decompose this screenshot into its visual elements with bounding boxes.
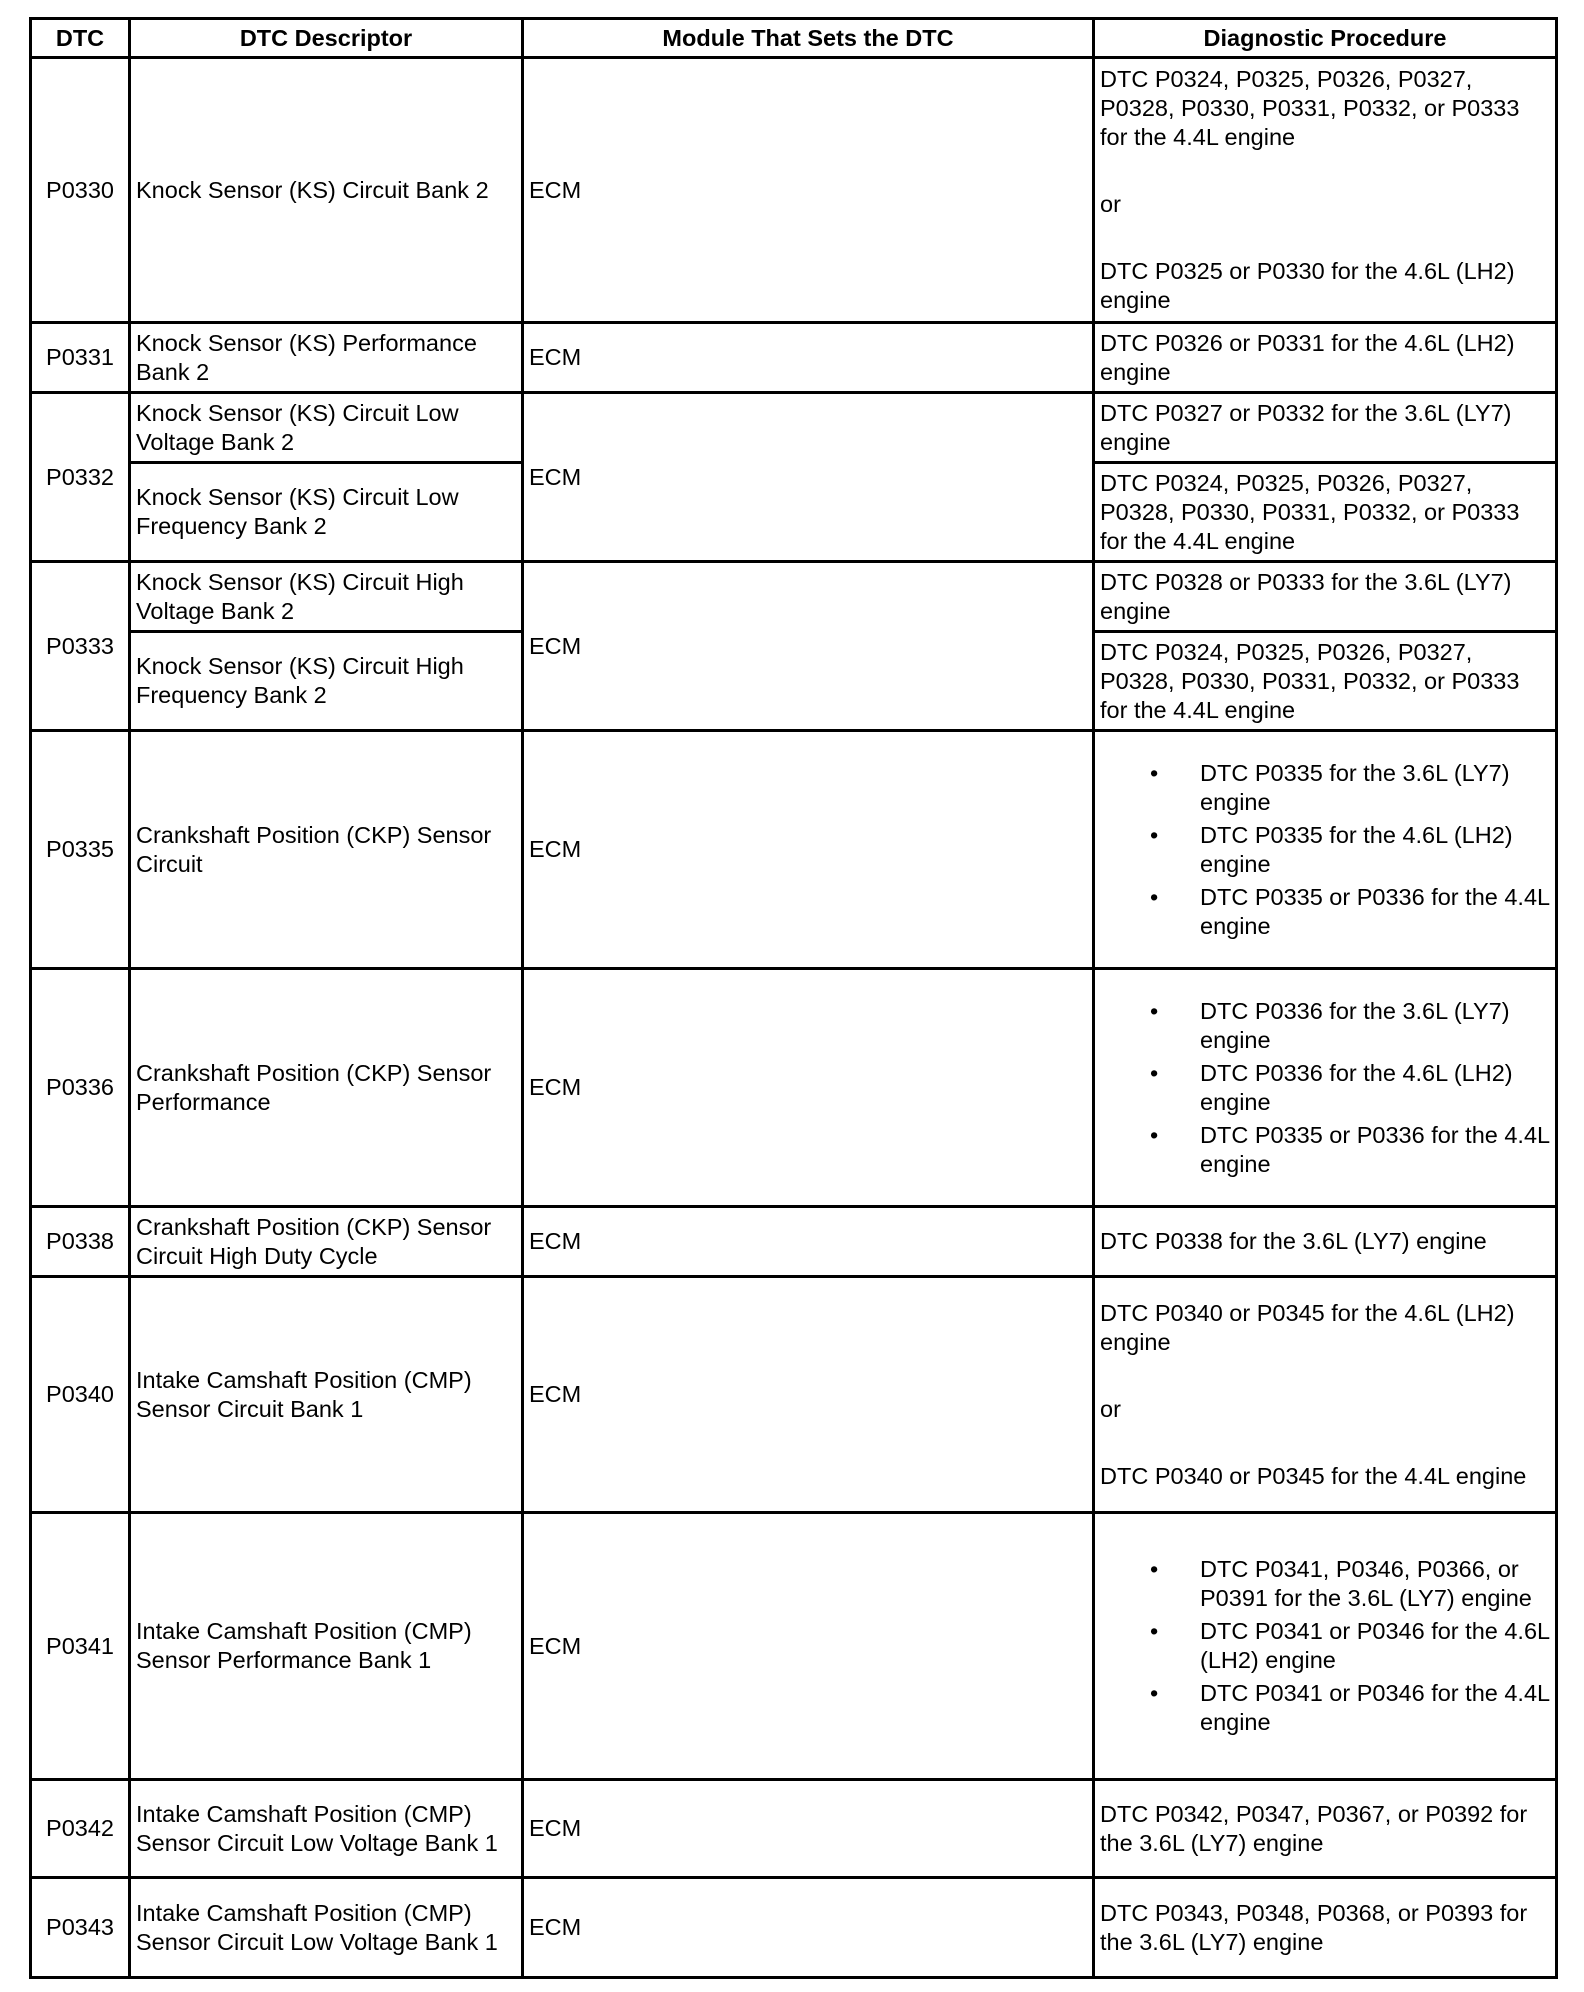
dtc-module: ECM xyxy=(523,1780,1094,1878)
dtc-descriptor: Crankshaft Position (CKP) Sensor Circuit High Duty Cycle xyxy=(130,1207,523,1277)
dtc-procedure: DTC P0324, P0325, P0326, P0327, P0328, P0330, P0331, P0332, or P0333 for the 4.4L engine xyxy=(1094,463,1557,562)
table-row xyxy=(31,1780,1557,1878)
dtc-module: ECM xyxy=(523,393,1094,562)
dtc-descriptor: Crankshaft Position (CKP) Sensor Performance xyxy=(130,969,523,1207)
list-item: • DTC P0335 or P0336 for the 4.4L engine xyxy=(1200,1121,1550,1179)
table-row xyxy=(31,562,1557,632)
dtc-code: P0335 xyxy=(31,731,130,969)
list-item: • DTC P0336 for the 3.6L (LY7) engine xyxy=(1200,997,1550,1055)
table-row xyxy=(31,1513,1557,1780)
dtc-procedure xyxy=(1094,1513,1557,1780)
dtc-descriptor: Knock Sensor (KS) Circuit Bank 2 xyxy=(130,58,523,323)
dtc-procedure: DTC P0327 or P0332 for the 3.6L (LY7) engine xyxy=(1094,393,1557,463)
header-module: Module That Sets the DTC xyxy=(523,19,1094,58)
dtc-code: P0331 xyxy=(31,323,130,393)
table-row xyxy=(31,393,1557,463)
dtc-code: P0332 xyxy=(31,393,130,562)
dtc-module: ECM xyxy=(523,1277,1094,1513)
dtc-code: P0341 xyxy=(31,1513,130,1780)
list-item: • DTC P0341 or P0346 for the 4.4L engine xyxy=(1200,1679,1550,1737)
procedure-list xyxy=(1100,1555,1550,1737)
dtc-code: P0330 xyxy=(31,58,130,323)
header-dtc: DTC xyxy=(31,19,130,58)
list-item: • DTC P0341 or P0346 for the 4.6L (LH2) engine xyxy=(1200,1617,1550,1675)
procedure-text: DTC P0325 or P0330 for the 4.6L (LH2) engine xyxy=(1100,258,1515,313)
procedure-text: DTC P0340 or P0345 for the 4.6L (LH2) engine xyxy=(1100,1299,1515,1355)
dtc-module: ECM xyxy=(523,323,1094,393)
dtc-descriptor: Knock Sensor (KS) Circuit Low Voltage Bank 2 xyxy=(130,393,523,463)
dtc-module: ECM xyxy=(523,969,1094,1207)
dtc-procedure: DTC P0326 or P0331 for the 4.6L (LH2) engine xyxy=(1094,323,1557,393)
dtc-module: ECM xyxy=(523,1513,1094,1780)
dtc-module: ECM xyxy=(523,1878,1094,1978)
dtc-descriptor: Intake Camshaft Position (CMP) Sensor Circuit Bank 1 xyxy=(130,1277,523,1513)
dtc-procedure xyxy=(1094,731,1557,969)
dtc-procedure: DTC P0338 for the 3.6L (LY7) engine xyxy=(1094,1207,1557,1277)
dtc-descriptor: Knock Sensor (KS) Performance Bank 2 xyxy=(130,323,523,393)
dtc-module: ECM xyxy=(523,1207,1094,1277)
dtc-code: P0342 xyxy=(31,1780,130,1878)
dtc-procedure: DTC P0343, P0348, P0368, or P0393 for the 3.6L (LY7) engine xyxy=(1094,1878,1557,1978)
dtc-procedure xyxy=(1094,1277,1557,1513)
table-row xyxy=(31,969,1557,1207)
procedure-list xyxy=(1100,997,1550,1179)
table-row xyxy=(31,1878,1557,1978)
dtc-procedure: DTC P0328 or P0333 for the 3.6L (LY7) engine xyxy=(1094,562,1557,632)
dtc-descriptor: Intake Camshaft Position (CMP) Sensor Circuit Low Voltage Bank 1 xyxy=(130,1878,523,1978)
dtc-module: ECM xyxy=(523,731,1094,969)
dtc-table xyxy=(29,17,1558,1979)
header-descriptor: DTC Descriptor xyxy=(130,19,523,58)
table-row xyxy=(31,323,1557,393)
list-item: • DTC P0335 or P0336 for the 4.4L engine xyxy=(1200,883,1550,941)
table-row xyxy=(31,58,1557,323)
dtc-code: P0338 xyxy=(31,1207,130,1277)
procedure-text: DTC P0324, P0325, P0326, P0327, P0328, P0330, P0331, P0332, or P0333 for the 4.4L engine xyxy=(1100,66,1520,150)
header-row xyxy=(31,19,1557,58)
dtc-descriptor: Crankshaft Position (CKP) Sensor Circuit xyxy=(130,731,523,969)
table-row xyxy=(31,1207,1557,1277)
dtc-procedure xyxy=(1094,58,1557,323)
procedure-list xyxy=(1100,759,1550,941)
dtc-procedure xyxy=(1094,969,1557,1207)
table-row xyxy=(31,1277,1557,1513)
dtc-code: P0336 xyxy=(31,969,130,1207)
dtc-code: P0333 xyxy=(31,562,130,731)
procedure-or: or xyxy=(1100,1395,1121,1422)
dtc-procedure: DTC P0342, P0347, P0367, or P0392 for the 3.6L (LY7) engine xyxy=(1094,1780,1557,1878)
dtc-code: P0343 xyxy=(31,1878,130,1978)
list-item: • DTC P0341, P0346, P0366, or P0391 for the 3.6L (LY7) engine xyxy=(1200,1555,1550,1613)
header-procedure: Diagnostic Procedure xyxy=(1094,19,1557,58)
dtc-module: ECM xyxy=(523,58,1094,323)
list-item: • DTC P0335 for the 4.6L (LH2) engine xyxy=(1200,821,1550,879)
dtc-module: ECM xyxy=(523,562,1094,731)
dtc-procedure: DTC P0324, P0325, P0326, P0327, P0328, P0330, P0331, P0332, or P0333 for the 4.4L engine xyxy=(1094,632,1557,731)
dtc-descriptor: Intake Camshaft Position (CMP) Sensor Performance Bank 1 xyxy=(130,1513,523,1780)
list-item: • DTC P0336 for the 4.6L (LH2) engine xyxy=(1200,1059,1550,1117)
dtc-descriptor: Intake Camshaft Position (CMP) Sensor Circuit Low Voltage Bank 1 xyxy=(130,1780,523,1878)
table-row xyxy=(31,731,1557,969)
procedure-text: DTC P0340 or P0345 for the 4.4L engine xyxy=(1100,1462,1527,1489)
dtc-code: P0340 xyxy=(31,1277,130,1513)
list-item: • DTC P0335 for the 3.6L (LY7) engine xyxy=(1200,759,1550,817)
dtc-descriptor: Knock Sensor (KS) Circuit High Frequency Bank 2 xyxy=(130,632,523,731)
dtc-descriptor: Knock Sensor (KS) Circuit Low Frequency Bank 2 xyxy=(130,463,523,562)
procedure-or: or xyxy=(1100,191,1121,217)
dtc-descriptor: Knock Sensor (KS) Circuit High Voltage Bank 2 xyxy=(130,562,523,632)
